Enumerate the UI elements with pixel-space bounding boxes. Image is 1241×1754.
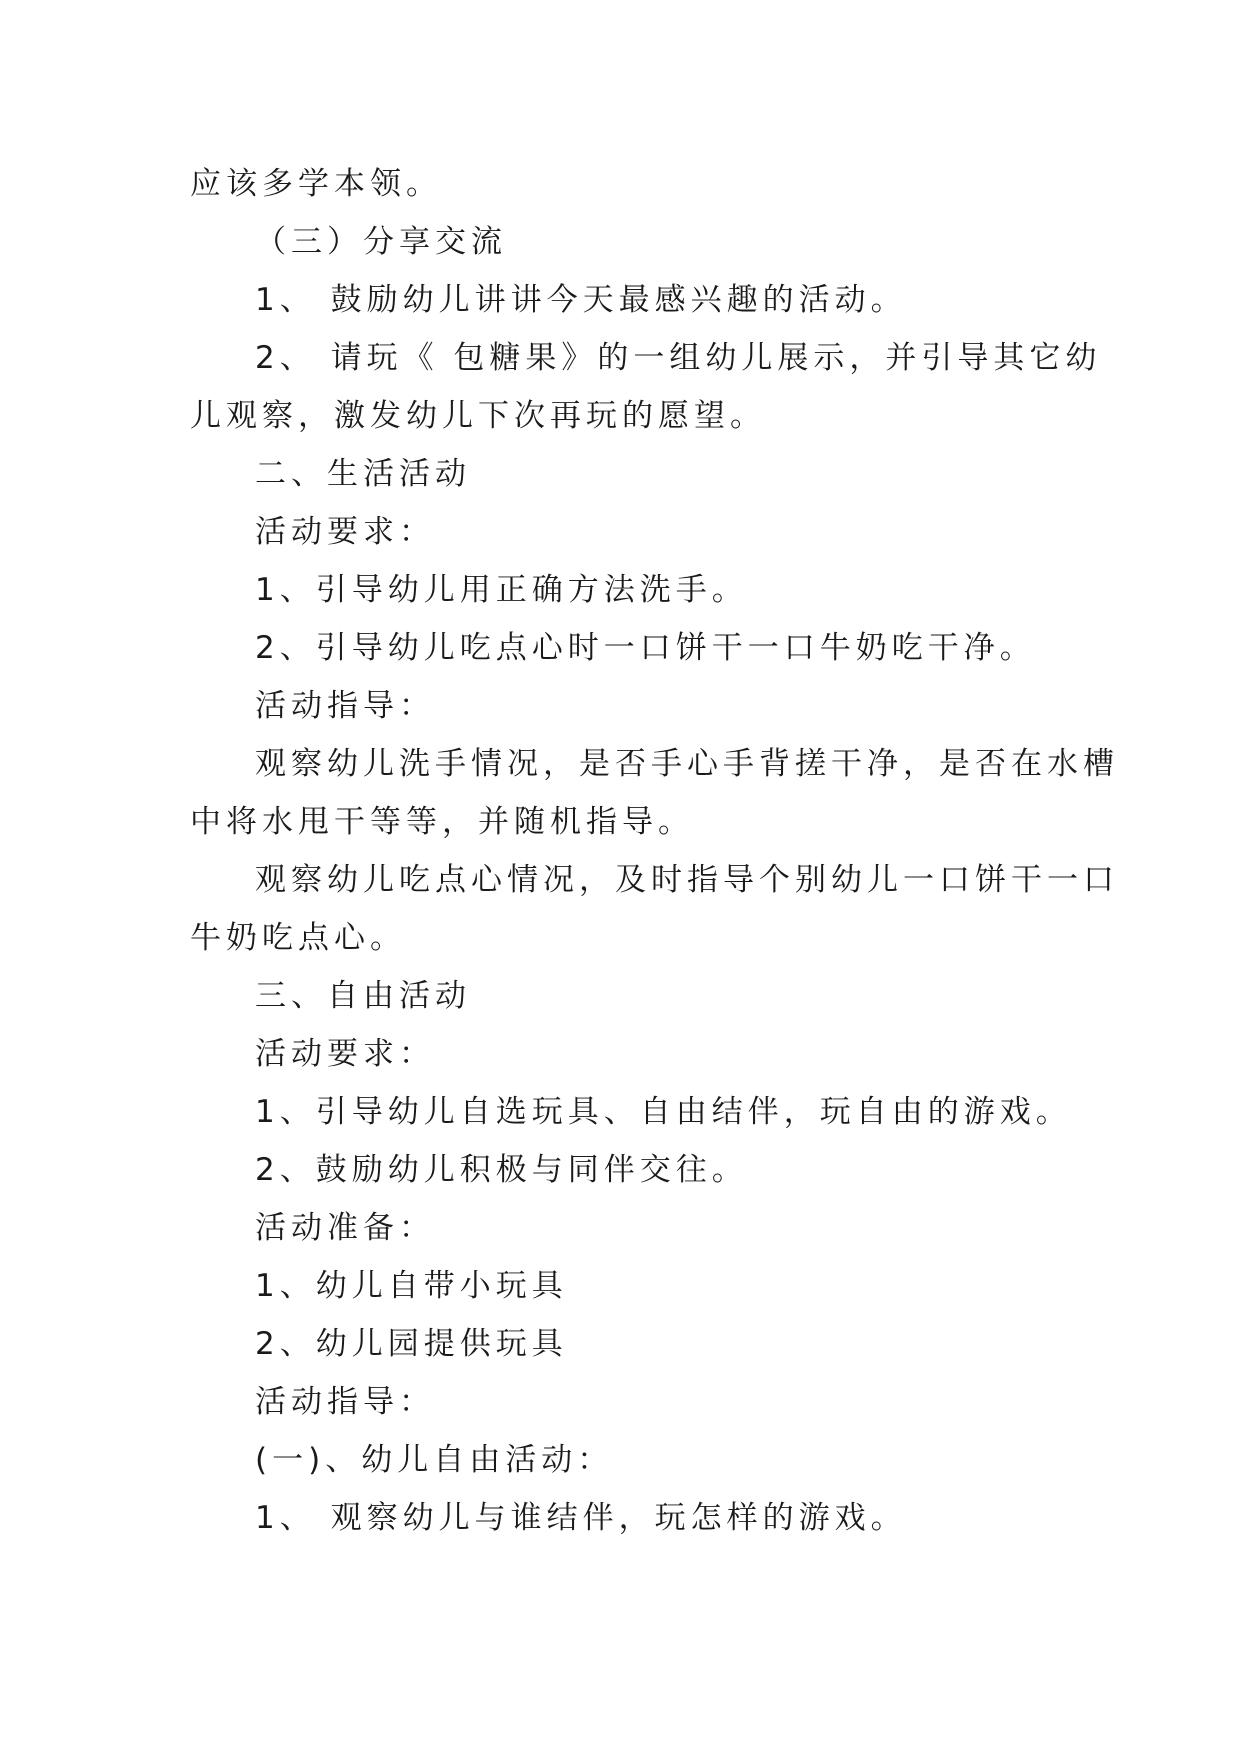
paragraph-line: 观察幼儿洗手情况，是否手心手背搓干净，是否在水槽	[255, 746, 1119, 782]
list-item: 1、 观察幼儿与谁结伴，玩怎样的游戏。	[255, 1500, 907, 1536]
paragraph-line: 观察幼儿吃点心情况，及时指导个别幼儿一口饼干一口	[255, 862, 1119, 898]
list-item: 2、幼儿园提供玩具	[255, 1326, 568, 1362]
list-item: 2、鼓励幼儿积极与同伴交往。	[255, 1152, 748, 1188]
section-heading: （三）分享交流	[255, 224, 507, 260]
list-item: 1、引导幼儿用正确方法洗手。	[255, 572, 748, 608]
list-item: 1、幼儿自带小玩具	[255, 1268, 568, 1304]
subheading: 活动指导：	[255, 1384, 435, 1420]
paragraph-line: 中将水甩干等等，并随机指导。	[190, 804, 694, 840]
subheading: 活动指导：	[255, 688, 435, 724]
paragraph-line: 牛奶吃点心。	[190, 920, 406, 956]
subheading: 活动准备：	[255, 1210, 435, 1246]
list-item: 1、 鼓励幼儿讲讲今天最感兴趣的活动。	[255, 282, 907, 318]
list-item: 2、引导幼儿吃点心时一口饼干一口牛奶吃干净。	[255, 630, 1036, 666]
paragraph-line: 应该多学本领。	[190, 166, 442, 202]
subheading: 活动要求：	[255, 1036, 435, 1072]
paragraph-line: 儿观察，激发幼儿下次再玩的愿望。	[190, 398, 766, 434]
subheading: 活动要求：	[255, 514, 435, 550]
list-item: 1、引导幼儿自选玩具、自由结伴，玩自由的游戏。	[255, 1094, 1072, 1130]
section-heading: 三、自由活动	[255, 978, 471, 1014]
subheading: (一)、幼儿自由活动：	[255, 1442, 614, 1478]
section-heading: 二、生活活动	[255, 456, 471, 492]
list-item: 2、 请玩《 包糖果》的一组幼儿展示，并引导其它幼	[255, 340, 1102, 376]
